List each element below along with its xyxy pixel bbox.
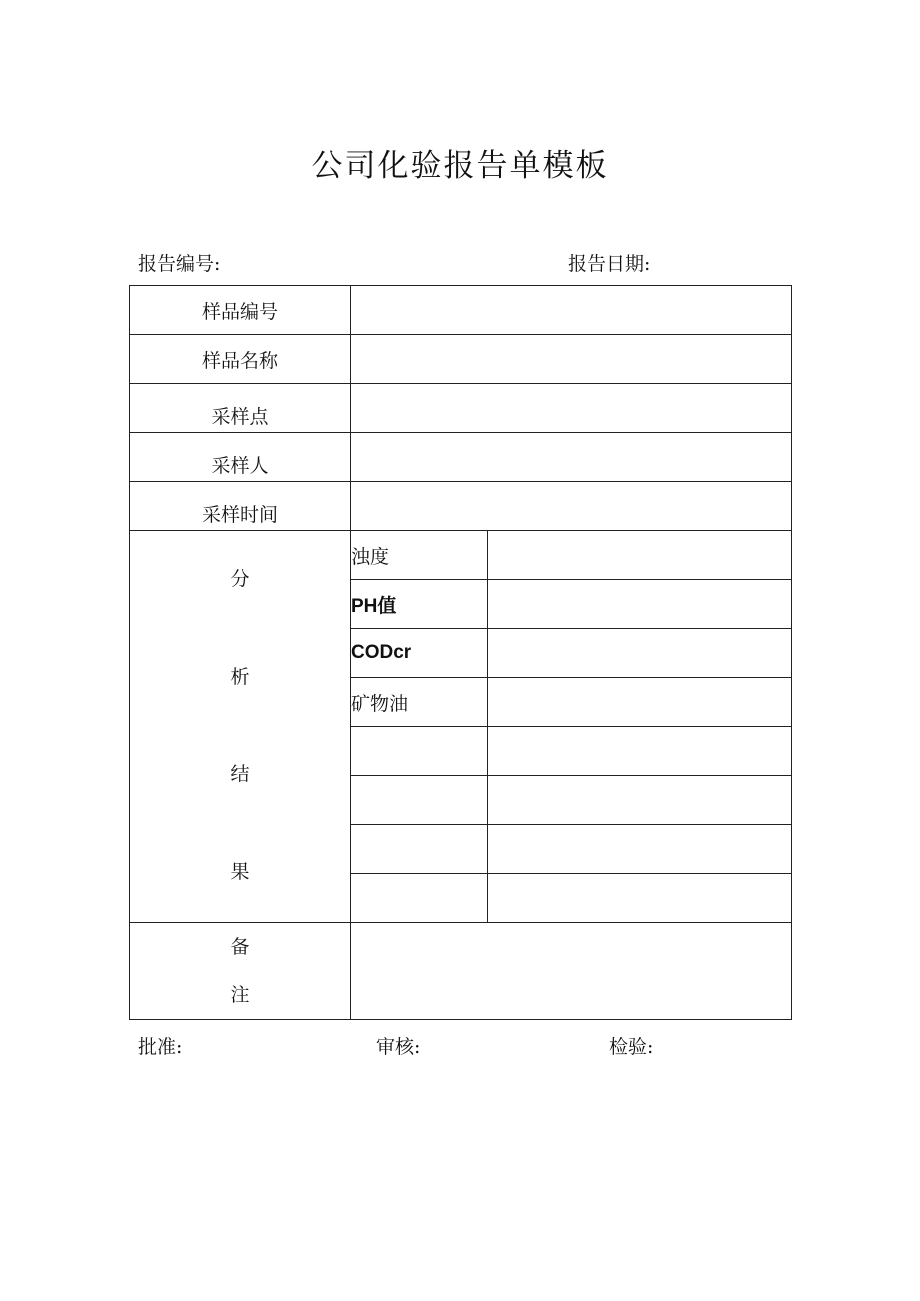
page-title: 公司化验报告单模板 (311, 148, 609, 184)
sample-name-value[interactable] (351, 335, 792, 384)
analysis-value[interactable] (488, 678, 792, 727)
remarks-label (130, 923, 351, 1020)
table-row (130, 923, 792, 1020)
analysis-label-char: 分 (230, 568, 250, 590)
analysis-item-ph: PH值 (351, 580, 488, 629)
analysis-item-blank[interactable] (351, 727, 488, 776)
sampling-point-value[interactable] (351, 384, 792, 433)
reviewed-by-label: 审核: (376, 1036, 421, 1058)
table-row (130, 482, 792, 531)
analysis-value[interactable] (488, 776, 792, 825)
analysis-label-char: 析 (230, 665, 250, 688)
sampler-label: 采样人 (130, 433, 351, 482)
table-row (130, 286, 792, 335)
analysis-label-char: 果 (230, 860, 250, 883)
analysis-value[interactable] (488, 531, 792, 580)
analysis-item-blank[interactable] (351, 776, 488, 825)
analysis-value[interactable] (488, 727, 792, 776)
remarks-value[interactable] (351, 923, 792, 1020)
analysis-value[interactable] (488, 825, 792, 874)
table-row (130, 531, 792, 580)
analysis-item-mineral-oil: 矿物油 (351, 678, 488, 727)
analysis-label-char: 结 (230, 763, 250, 786)
sampling-time-value[interactable] (351, 482, 792, 531)
analysis-results-label (130, 531, 351, 923)
report-number-label: 报告编号: (138, 253, 221, 275)
table-row (130, 384, 792, 433)
analysis-item-blank[interactable] (351, 874, 488, 923)
sample-name-label: 样品名称 (130, 335, 351, 384)
sample-id-value[interactable] (351, 286, 792, 335)
remarks-label-char: 注 (230, 984, 250, 1006)
approved-by-label: 批准: (138, 1036, 183, 1058)
sampling-time-label: 采样时间 (130, 482, 351, 531)
analysis-item-codcr: CODcr (351, 629, 488, 678)
inspected-by-label: 检验: (609, 1036, 654, 1058)
sampling-point-label: 采样点 (130, 384, 351, 433)
table-row (130, 335, 792, 384)
remarks-label-char: 备 (230, 936, 250, 958)
report-table (129, 285, 792, 1020)
sample-id-label: 样品编号 (130, 286, 351, 335)
sampler-value[interactable] (351, 433, 792, 482)
table-row (130, 433, 792, 482)
analysis-item-turbidity: 浊度 (351, 531, 488, 580)
analysis-value[interactable] (488, 580, 792, 629)
report-date-label: 报告日期: (568, 253, 651, 275)
analysis-item-blank[interactable] (351, 825, 488, 874)
analysis-value[interactable] (488, 874, 792, 923)
analysis-value[interactable] (488, 629, 792, 678)
